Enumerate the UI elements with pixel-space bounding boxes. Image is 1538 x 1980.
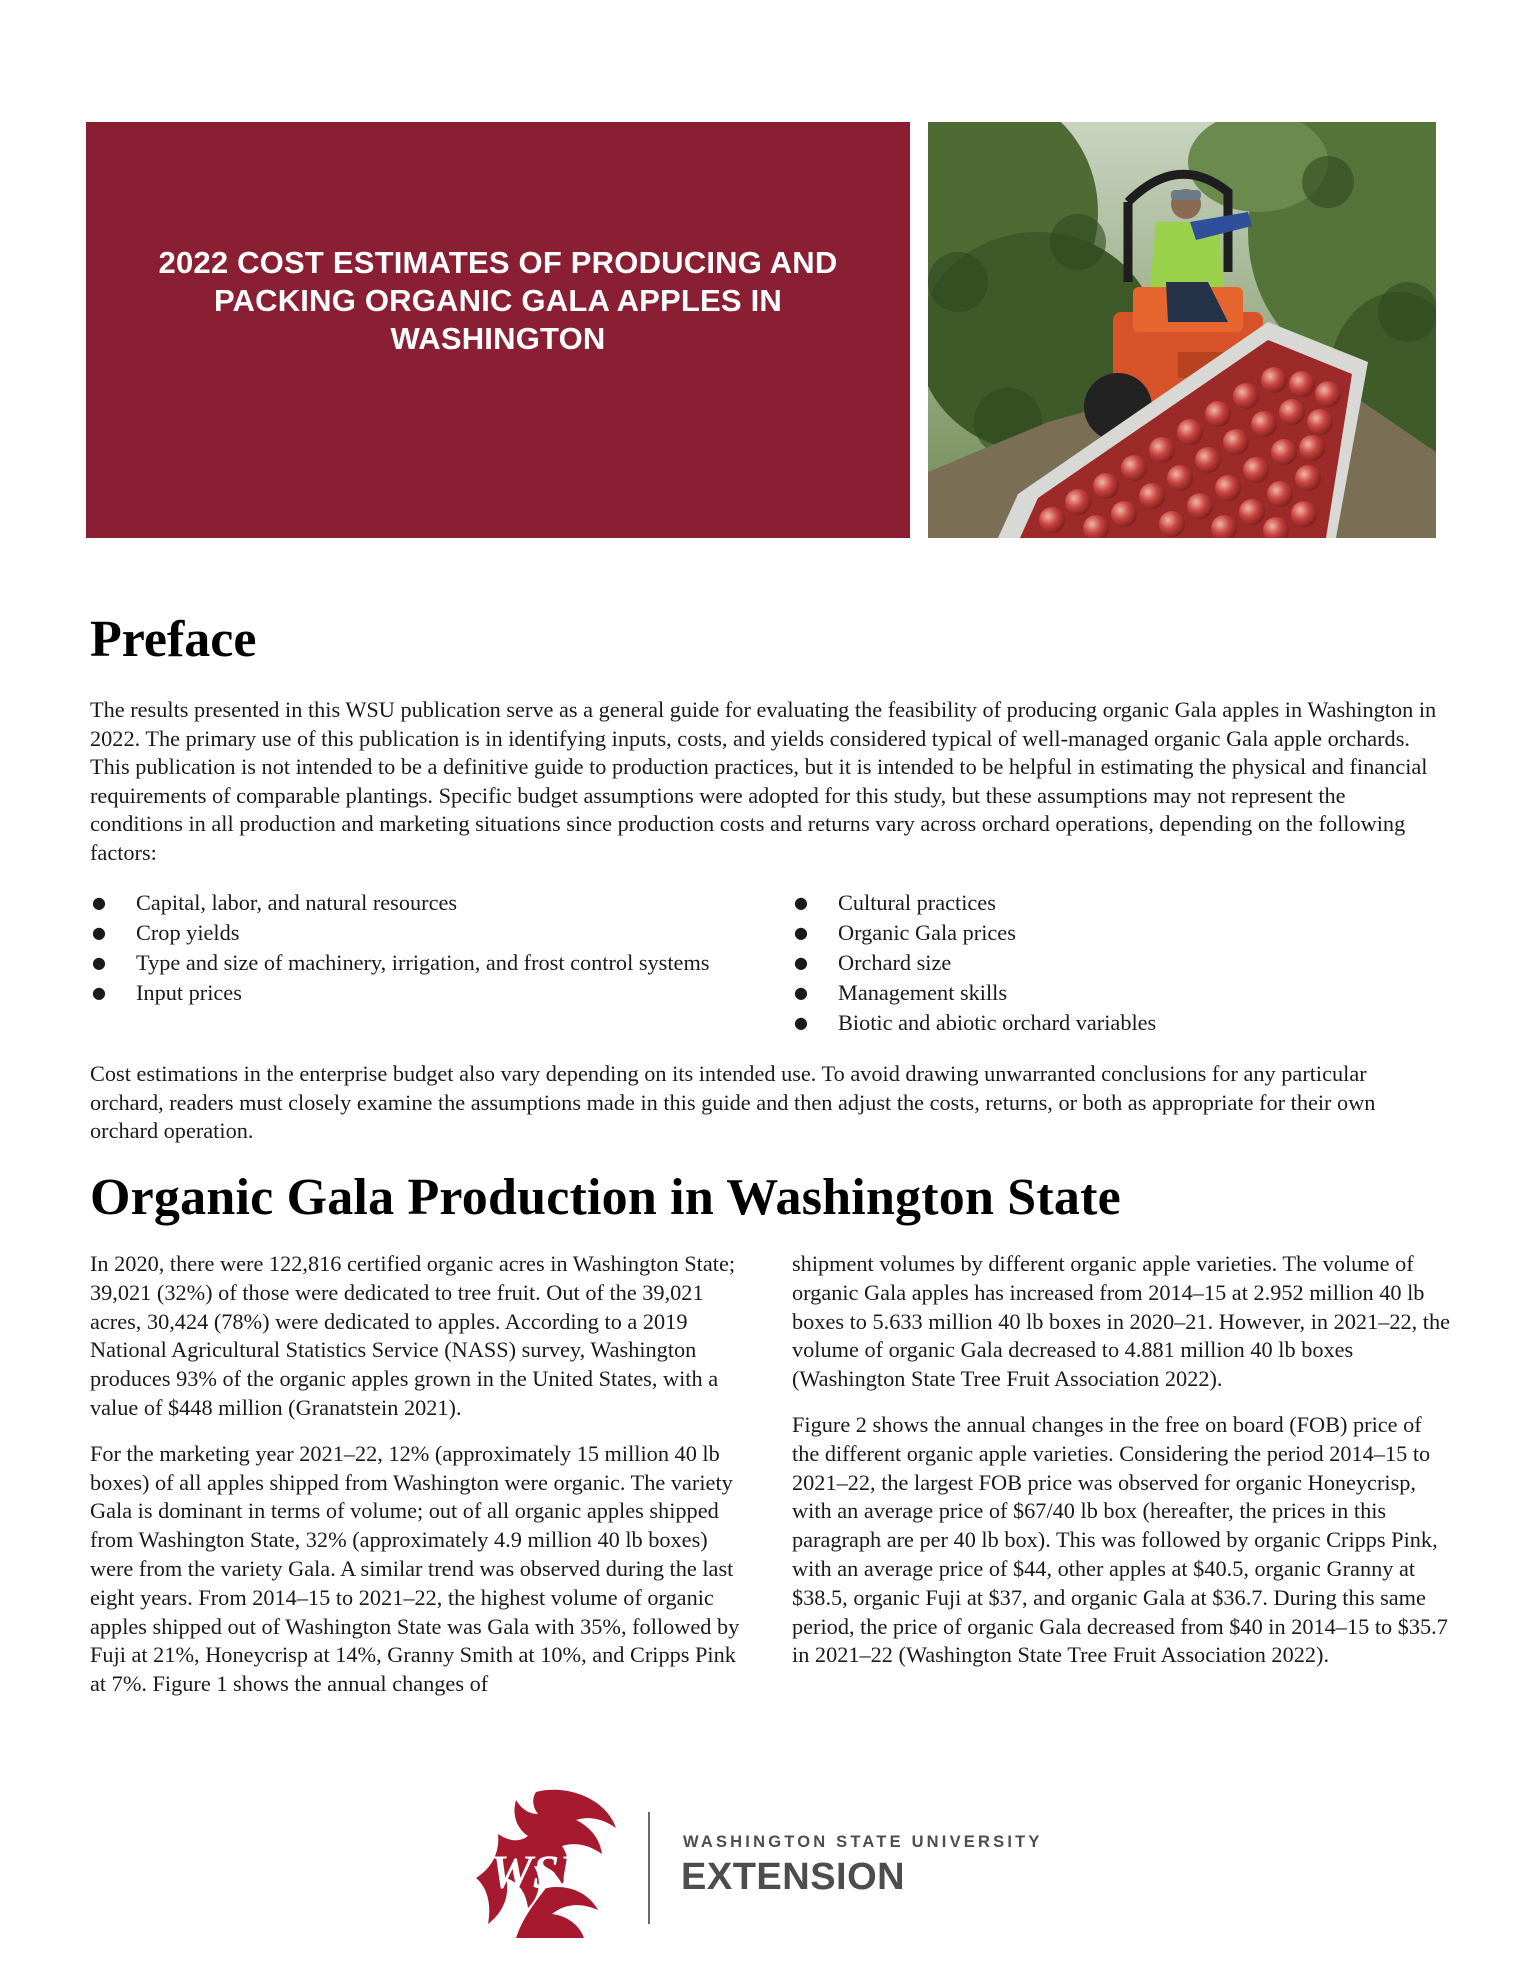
list-item: ● Orchard size [792, 948, 1432, 978]
bullet-icon: ● [92, 983, 106, 1002]
list-item: ● Type and size of machinery, irrigation, and frost control systems [90, 948, 730, 978]
preface-intro: The results presented in this WSU publication serve as a general guide for evaluating the feasibility of producing organic Gala apples in Washington in 2022. The primary use of this publication is in identifying inputs, costs, and yields considered typical of well-managed organic Gala apple orchards. This publication is not intended to be a definitive guide to production practices, but it is intended to be helpful in estimating the physical and financial requirements of comparable plantings. Specific budget assumptions were adopted for this study, but these assumptions may not represent the conditions in all production and marketing situations since production costs and returns vary across orchard operations, depending on the following factors: [90, 697, 1437, 865]
list-item: ● Organic Gala prices [792, 918, 1432, 948]
production-paragraph: shipment volumes by different organic apple varieties. The volume of organic Gala apples has increased from 2014–15 at 2.952 million 40 lb boxes to 5.633 million 40 lb boxes in 2020–21. However, in 2021–22, the volume of organic Gala decreased to 4.881 million 40 lb boxes (Washington State Tree Fruit Association 2022). [792, 1251, 1451, 1392]
preface-heading: Preface [90, 611, 257, 668]
orchard-photo [928, 122, 1436, 538]
factors-list-right [792, 888, 1432, 1038]
factors-list-left [90, 888, 730, 1008]
list-item: ● Biotic and abiotic orchard variables [792, 1008, 1432, 1038]
university-name: WASHINGTON STATE UNIVERSITY [683, 1833, 1043, 1851]
bullet-icon: ● [794, 983, 808, 1002]
document-title: 2022 COST ESTIMATES OF PRODUCING AND PACKING ORGANIC GALA APPLES IN WASHINGTON [158, 245, 838, 356]
bullet-icon: ● [92, 893, 106, 912]
list-item: ● Crop yields [90, 918, 730, 948]
production-paragraph: For the marketing year 2021–22, 12% (approximately 15 million 40 lb boxes) of all apples shipped from Washington were organic. The variety Gala is dominant in terms of volume; out of all organic apples shipped from Washington State, 32% (approximately 4.9 million 40 lb boxes) were from the variety Gala. A similar trend was observed during the last eight years. From 2014–15 to 2021–22, the highest volume of organic apples shipped out of Washington State was Gala with 35%, followed by Fuji at 21%, Honeycrisp at 14%, Granny Smith at 10%, and Cripps Pink at 7%. Figure 1 shows the annual changes of [90, 1440, 740, 1697]
list-item: ● Input prices [90, 978, 730, 1008]
bullet-icon: ● [92, 923, 106, 942]
bullet-icon: ● [794, 953, 808, 972]
bullet-icon: ● [794, 893, 808, 912]
production-paragraph: In 2020, there were 122,816 certified organic acres in Washington State; 39,021 (32%) of those were dedicated to tree fruit. Out of the 39,021 acres, 30,424 (78%) were dedicated to apples. According to a 2019 National Agricultural Statistics Service (NASS) survey, Washington produces 93% of the organic apples grown in the United States, with a value of $448 million (Granatstein 2021). [90, 1251, 736, 1420]
preface-closing: Cost estimations in the enterprise budget also vary depending on its intended use. To avoid drawing unwarranted conclusions for any particular orchard, readers must closely examine the assumptions made in this guide and then adjust the costs, returns, or both as appropriate for their own orchard operation. [90, 1061, 1376, 1144]
production-paragraph: Figure 2 shows the annual changes in the free on board (FOB) price of the different organic apple varieties. Considering the period 2014–15 to 2021–22, the largest FOB price was observed for organic Honeycrisp, with an average price of $67/40 lb box (hereafter, the prices in this paragraph are per 40 lb box). This was followed by organic Cripps Pink, with an average price of $44, other apples at $40.5, organic Granny at $38.5, organic Fuji at $37, and organic Gala at $36.7. During this same period, the price of organic Gala decreased from $40 in 2014–15 to $35.7 in 2021–22 (Washington State Tree Fruit Association 2022). [792, 1411, 1448, 1668]
list-item: ● Capital, labor, and natural resources [90, 888, 730, 918]
bullet-icon: ● [92, 953, 106, 972]
list-item: ● Management skills [792, 978, 1432, 1008]
production-column-right [792, 1250, 1452, 1687]
bullet-icon: ● [794, 923, 808, 942]
production-column-left [90, 1250, 752, 1716]
production-heading: Organic Gala Production in Washington State [90, 1169, 1121, 1226]
list-item: ● Cultural practices [792, 888, 1432, 918]
wsu-cougar-logo-icon [476, 1788, 624, 1938]
extension-label: EXTENSION [681, 1856, 906, 1898]
svg-text:WSU: WSU [489, 1846, 595, 1899]
tractor-apple-bin-illustration [928, 122, 1436, 538]
footer-divider [648, 1812, 650, 1924]
title-banner [86, 122, 910, 538]
bullet-icon: ● [794, 1013, 808, 1032]
